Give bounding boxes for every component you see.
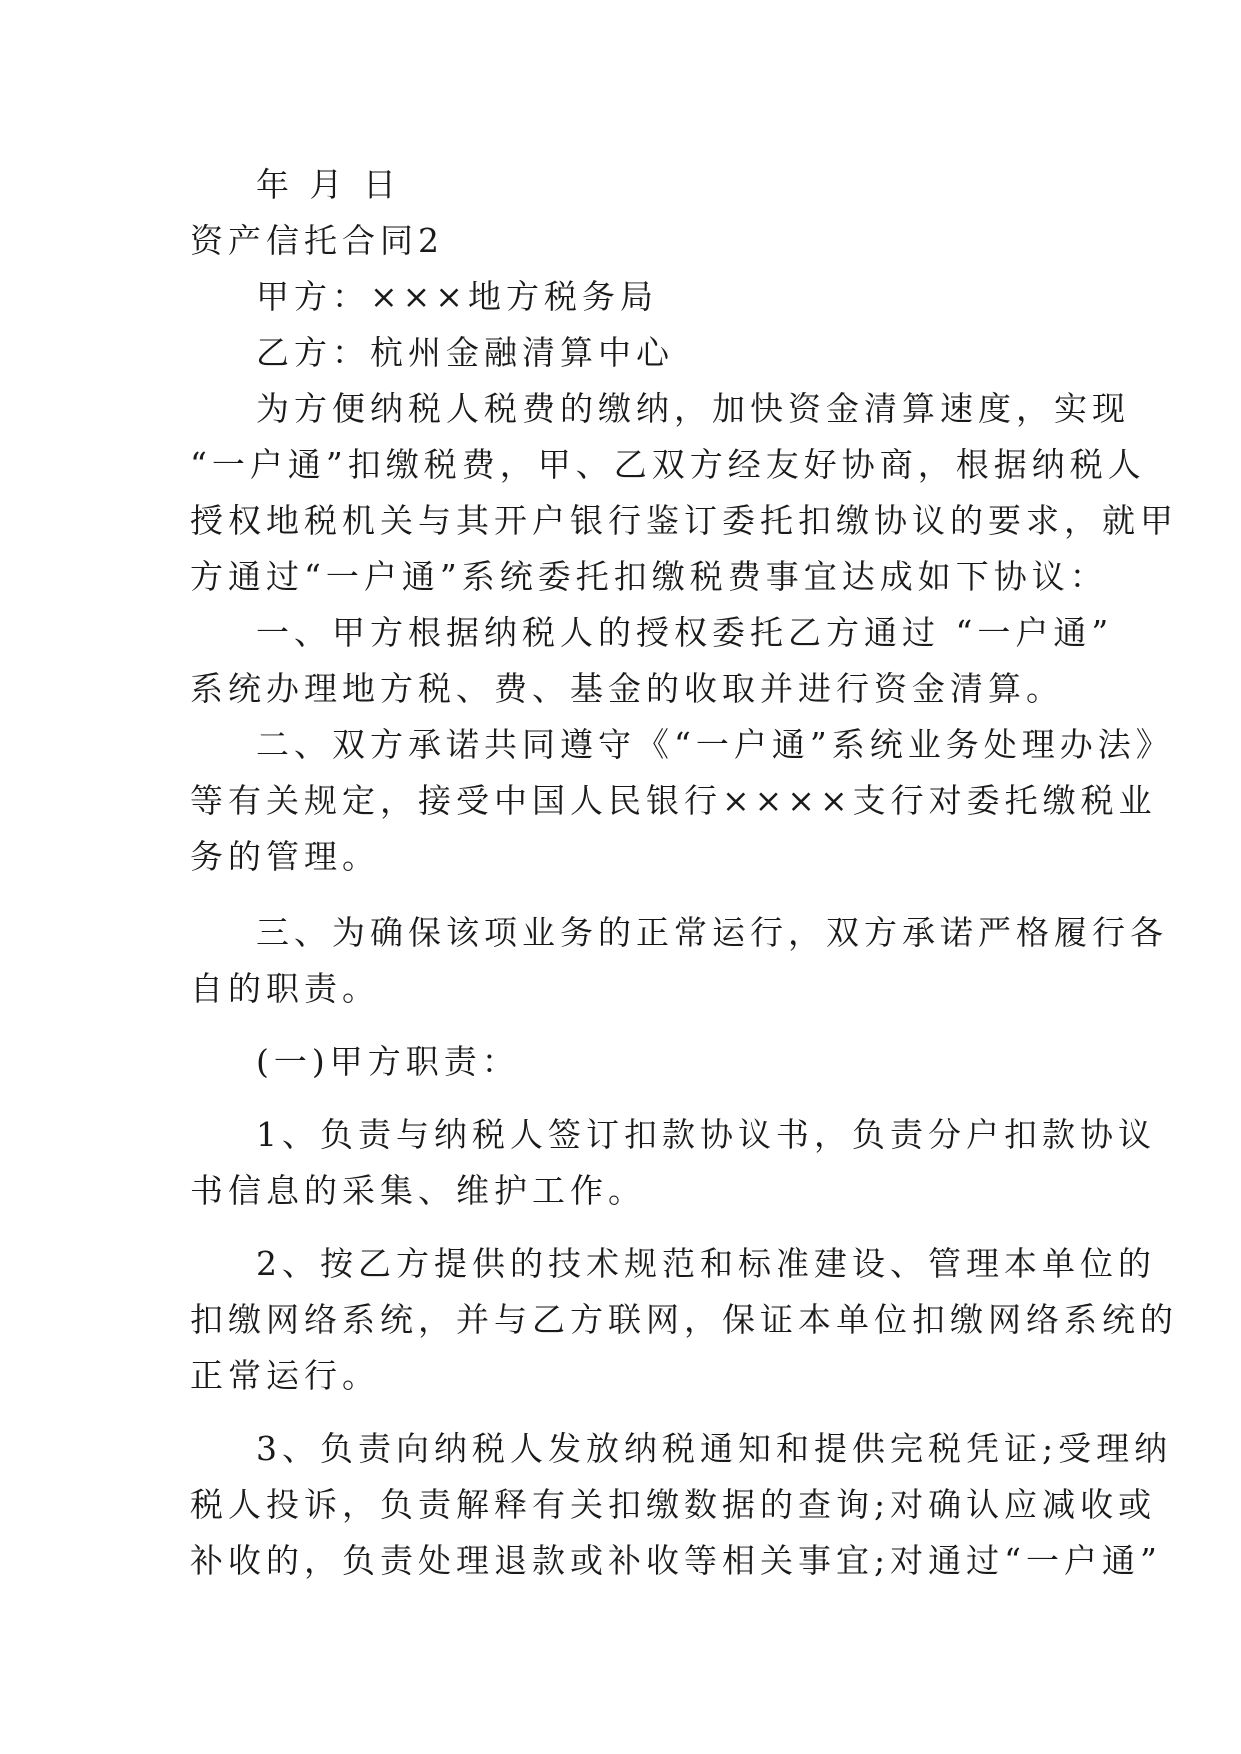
text-line: 税人投诉，负责解释有关扣缴数据的查询;对确认应减收或 <box>190 1485 1157 1524</box>
text-line: 务的管理。 <box>190 837 380 876</box>
text-line: 方通过“一户通”系统委托扣缴税费事宜达成如下协议： <box>190 557 1108 596</box>
text-line: 一、甲方根据纳税人的授权委托乙方通过 “一户通” <box>256 613 1114 652</box>
text-line: 二、双方承诺共同遵守《“一户通”系统业务处理办法》 <box>256 725 1174 764</box>
text-line: 自的职责。 <box>190 969 380 1008</box>
text-line: 1、负责与纳税人签订扣款协议书，负责分户扣款协议 <box>256 1115 1156 1154</box>
text-line: 3、负责向纳税人发放纳税通知和提供完税凭证;受理纳 <box>256 1429 1173 1468</box>
text-line: 为方便纳税人税费的缴纳，加快资金清算速度，实现 <box>256 389 1130 428</box>
party-a-line: 甲方：×××地方税务局 <box>256 277 658 316</box>
document-title: 资产信托合同2 <box>190 221 444 260</box>
text-line: 书信息的采集、维护工作。 <box>190 1171 646 1210</box>
text-line: 系统办理地方税、费、基金的收取并进行资金清算。 <box>190 669 1064 708</box>
text-line: 三、为确保该项业务的正常运行，双方承诺严格履行各 <box>256 913 1168 952</box>
text-line: 等有关规定，接受中国人民银行××××支行对委托缴税业 <box>190 781 1157 820</box>
date-line: 年 月 日 <box>256 165 401 204</box>
text-line: 正常运行。 <box>190 1356 380 1395</box>
section-heading: (一)甲方职责： <box>256 1042 520 1081</box>
party-b-line: 乙方：杭州金融清算中心 <box>256 333 674 372</box>
text-line: 补收的，负责处理退款或补收等相关事宜;对通过“一户通” <box>190 1541 1162 1580</box>
text-line: 授权地税机关与其开户银行鉴订委托扣缴协议的要求，就甲 <box>190 501 1178 540</box>
text-line: 2、按乙方提供的技术规范和标准建设、管理本单位的 <box>256 1244 1156 1283</box>
text-line: 扣缴网络系统，并与乙方联网，保证本单位扣缴网络系统的 <box>190 1300 1178 1339</box>
text-line: “一户通”扣缴税费，甲、乙双方经友好协商，根据纳税人 <box>190 445 1146 484</box>
